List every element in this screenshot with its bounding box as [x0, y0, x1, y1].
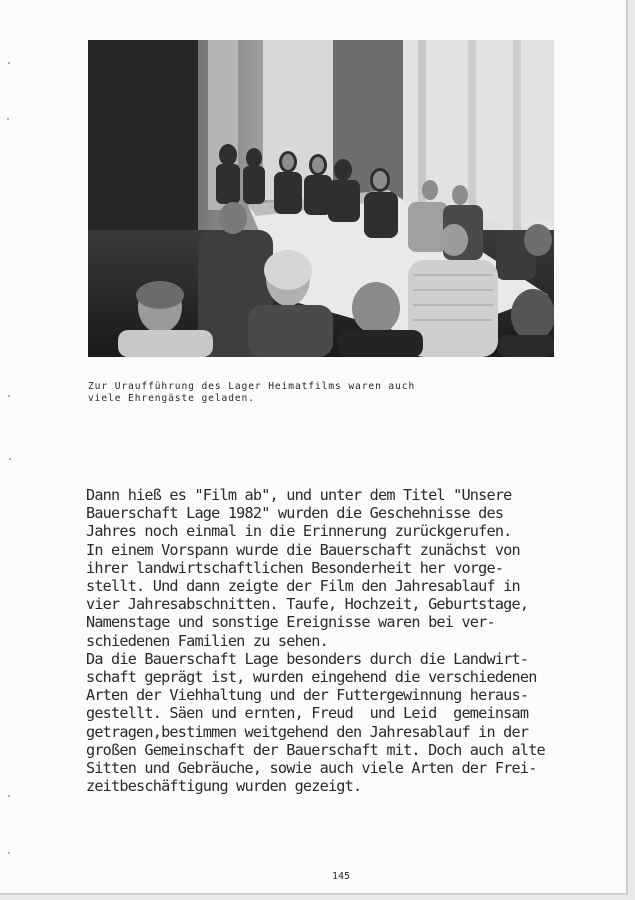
body-line: Arten der Viehhaltung und der Futtergewinnung heraus- — [86, 686, 529, 705]
scan-speck — [8, 395, 10, 397]
body-line: Dann hieß es "Film ab", und unter dem Titel "Unsere — [86, 486, 512, 504]
body-line: Namenstage und sonstige Ereignisse waren bei ver- — [86, 613, 495, 632]
scan-speck — [7, 118, 9, 120]
page-number: 145 — [332, 871, 351, 882]
body-line: ihrer landwirtschaftlichen Besonderheit her vorge- — [86, 558, 504, 577]
caption-line: Zur Uraufführung des Lager Heimatfilms waren auch — [88, 381, 416, 392]
body-line: Sitten und Gebräuche, sowie auch viele Arten der Frei- — [86, 759, 537, 778]
body-line: Jahres noch einmal in die Erinnerung zurückgerufen. — [86, 522, 512, 541]
scan-speck — [9, 458, 11, 460]
photo-caption — [88, 381, 508, 405]
body-line: zeitbeschäftigung wurden gezeigt. — [86, 777, 362, 796]
scan-speck — [8, 795, 10, 797]
scan-speck — [8, 852, 10, 854]
caption-line: viele Ehrengäste geladen. — [88, 393, 255, 404]
article-body — [86, 486, 606, 795]
body-line: großen Gemeinschaft der Bauerschaft mit. Doch auch alte — [86, 740, 545, 759]
body-line: schaft geprägt ist, wurden eingehend die verschiedenen — [86, 668, 537, 687]
scan-speck — [8, 62, 10, 64]
body-line: Da die Bauerschaft Lage besonders durch die Landwirt- — [86, 649, 529, 668]
body-line: Bauerschaft Lage 1982" wurden die Geschehnisse des — [86, 504, 504, 523]
body-line: In einem Vorspann wurde die Bauerschaft zunächst von — [86, 540, 520, 559]
event-photo — [88, 40, 554, 357]
body-line: gestellt. Säen und ernten, Freud und Leid gemeinsam — [86, 704, 529, 723]
body-line: vier Jahresabschnitten. Taufe, Hochzeit, Geburtstage, — [86, 595, 529, 614]
body-line: schiedenen Familien zu sehen. — [86, 631, 328, 650]
photo-image — [88, 40, 554, 357]
body-line: stellt. Und dann zeigte der Film den Jahresablauf in — [86, 577, 520, 596]
body-line: getragen,bestimmen weitgehend den Jahresablauf in der — [86, 722, 529, 741]
